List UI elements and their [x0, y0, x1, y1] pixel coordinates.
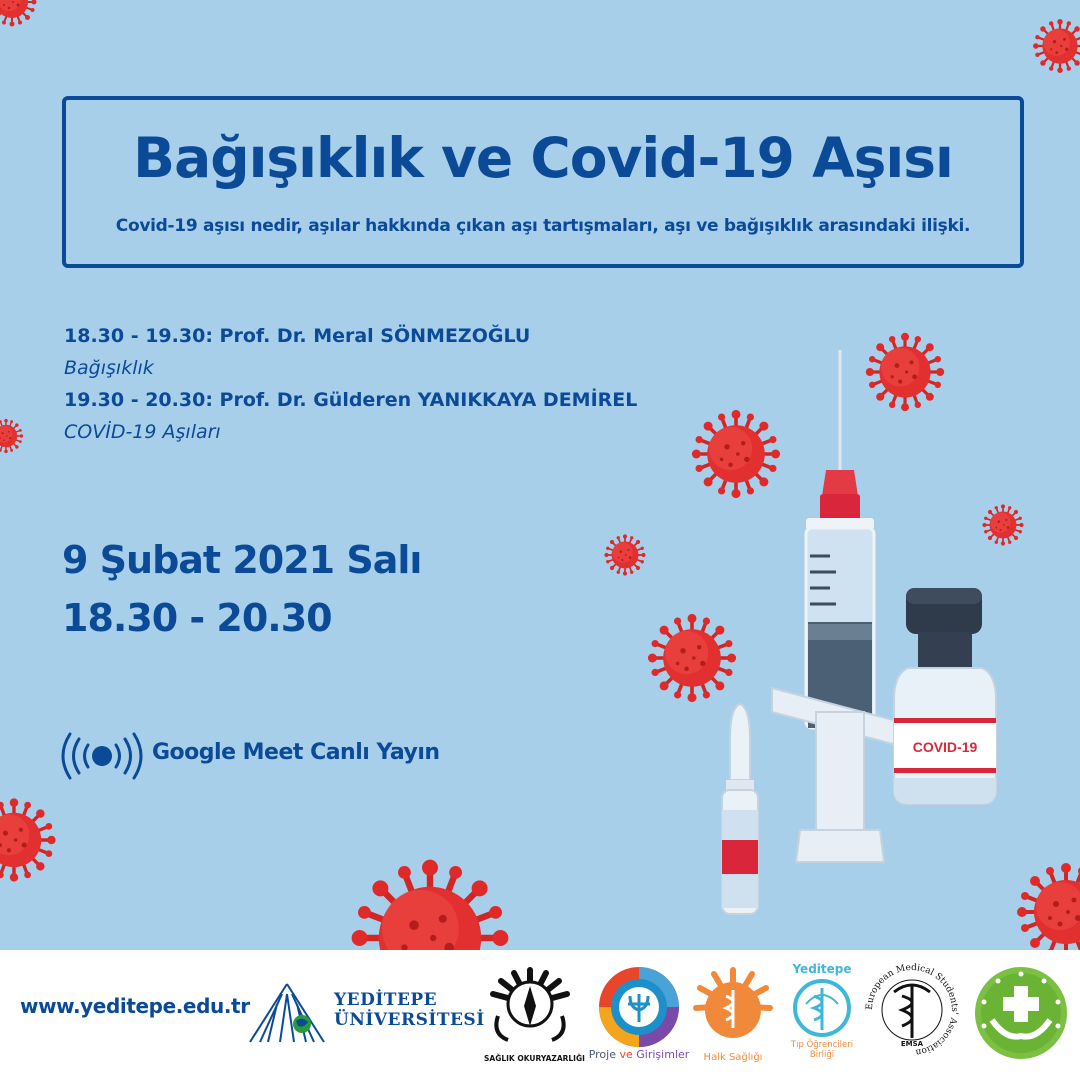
event-date: 9 Şubat 2021 Salı: [62, 538, 422, 582]
emsa-ring-text: European Medical Students' Association: [864, 962, 960, 1057]
halk-sagligi-logo: [692, 966, 774, 1046]
tip-ogrencileri-caption: [780, 1040, 864, 1060]
tip-ogrencileri-logo: [792, 978, 852, 1038]
university-line-2: ÜNİVERSİTESİ: [334, 1010, 485, 1030]
vial-label: COVID-19: [912, 739, 978, 755]
schedule-slot-1: 18.30 - 19.30: Prof. Dr. Meral SÖNMEZOĞLU: [64, 325, 531, 347]
schedule-slot-2: 19.30 - 20.30: Prof. Dr. Gülderen YANIKKAYA DEMİREL: [64, 389, 638, 411]
schedule-topic-2: COVİD-19 Aşıları: [64, 421, 221, 443]
university-line-1: YEDİTEPE: [334, 990, 438, 1010]
tip-caption-line-2: Birliği: [809, 1050, 835, 1060]
live-stream-label: Google Meet Canlı Yayın: [152, 740, 440, 765]
saglik-okuryazarligi-logo: [484, 964, 576, 1050]
vial-icon: [894, 588, 996, 804]
schedule-topic-1: Bağışıklık: [64, 357, 154, 379]
footer: [0, 950, 1080, 1080]
syringe-icon: [772, 350, 908, 862]
yeditepe-university-name: [334, 990, 485, 1030]
tip-caption-line-1: Tıp Öğrencileri: [790, 1040, 854, 1050]
event-time: 18.30 - 20.30: [62, 596, 332, 640]
title-box: [62, 96, 1024, 268]
saglik-okuryazarligi-caption: SAĞLIK OKURYAZARLIĞI: [484, 1054, 585, 1063]
website-link[interactable]: www.yeditepe.edu.tr: [20, 994, 250, 1018]
caption-part-3: Girişimler: [636, 1048, 690, 1061]
event-subtitle: Covid-19 aşısı nedir, aşılar hakkında çıkan aşı tartışmaları, aşı ve bağışıklık arasındaki ilişki.: [115, 216, 971, 236]
caption-part-2: ve: [615, 1048, 637, 1061]
tip-top-caption: Yeditepe: [792, 962, 852, 976]
proje-girisimler-logo: [594, 964, 684, 1050]
ampoule-icon: [722, 704, 758, 914]
halk-sagligi-caption: Halk Sağlığı: [703, 1052, 763, 1063]
caption-part-1: Proje: [588, 1048, 616, 1061]
emsa-short-text: EMSA: [900, 1040, 924, 1048]
proje-girisimler-caption: [586, 1048, 692, 1061]
live-broadcast-icon: [60, 732, 144, 780]
emsa-logo: [864, 962, 960, 1058]
yeditepe-logo: [244, 980, 330, 1046]
green-cross-logo: [972, 964, 1070, 1062]
event-title: Bağışıklık ve Covid-19 Aşısı: [133, 126, 953, 190]
